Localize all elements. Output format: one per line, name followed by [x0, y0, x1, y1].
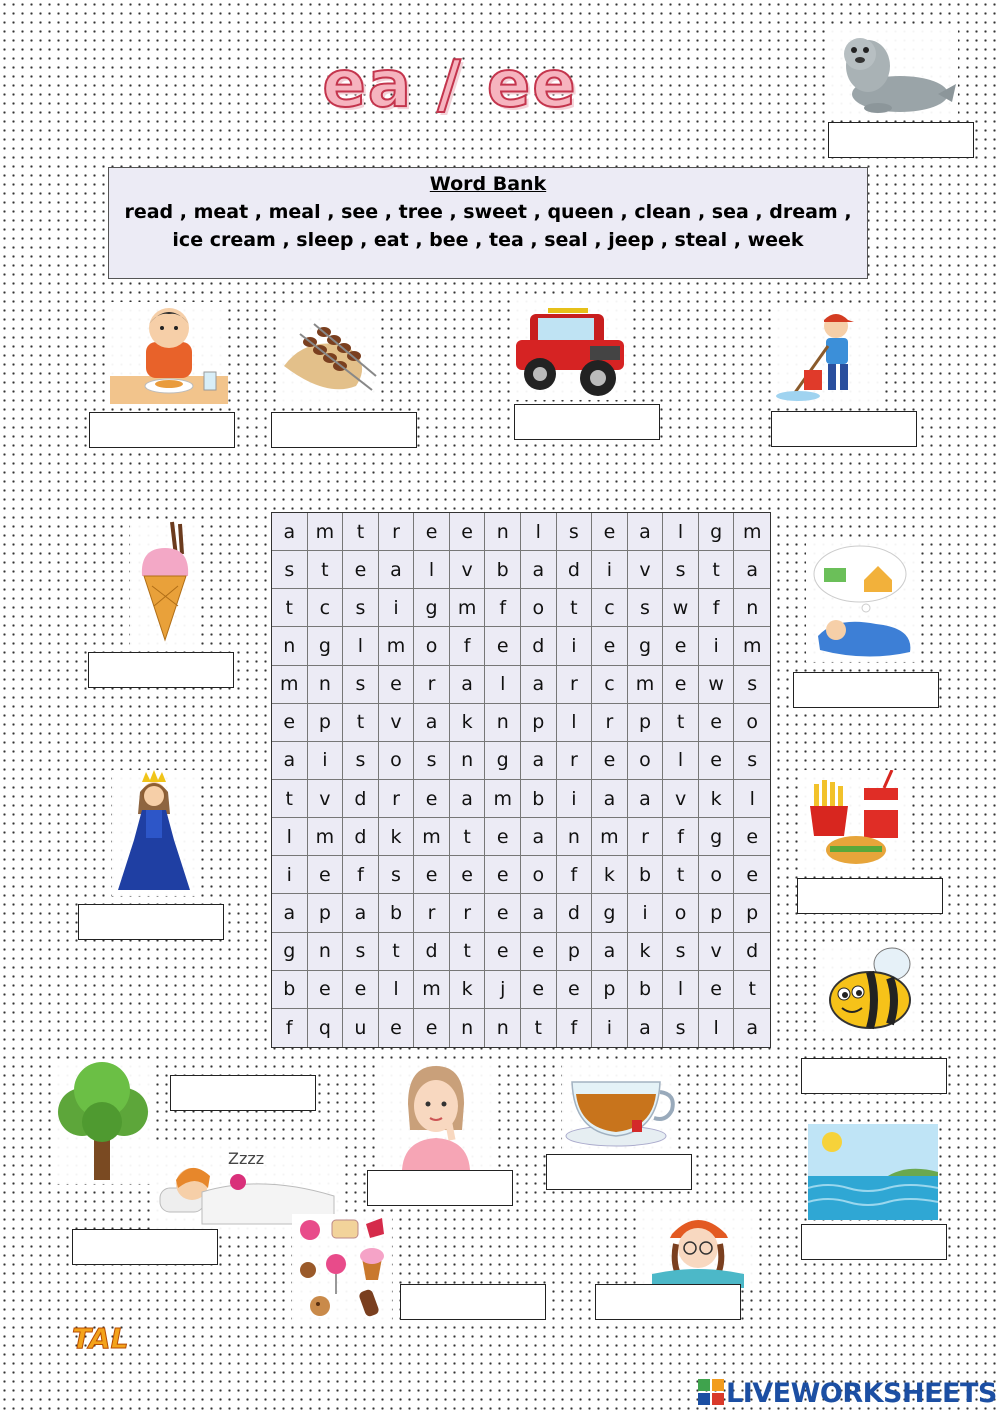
liveworksheets-icon [698, 1379, 724, 1405]
grid-cell[interactable]: o [414, 627, 450, 665]
svg-text:Zzzz: Zzzz [228, 1149, 265, 1168]
grid-cell[interactable]: i [379, 589, 415, 627]
grid-cell[interactable]: t [308, 551, 344, 589]
grid-cell[interactable]: m [485, 780, 521, 818]
grid-cell[interactable]: i [592, 1009, 628, 1047]
grid-cell[interactable]: t [272, 780, 308, 818]
boy-cleaning-icon [774, 308, 884, 404]
grid-cell[interactable]: n [485, 704, 521, 742]
grid-cell[interactable]: t [343, 704, 379, 742]
grid-cell[interactable]: v [450, 551, 486, 589]
grid-cell[interactable]: r [379, 780, 415, 818]
grid-cell[interactable]: q [308, 1009, 344, 1047]
grid-cell[interactable]: m [414, 818, 450, 856]
answer-box-dream[interactable] [793, 672, 939, 708]
grid-cell[interactable]: f [485, 589, 521, 627]
grid-cell[interactable]: e [734, 818, 770, 856]
girl-reading-picture [642, 1208, 754, 1288]
grid-cell[interactable]: t [272, 589, 308, 627]
grid-cell[interactable]: e [414, 513, 450, 551]
answer-box-queen[interactable] [78, 904, 224, 940]
grid-cell[interactable]: g [699, 818, 735, 856]
grid-cell[interactable]: e [485, 856, 521, 894]
queen-icon [112, 770, 196, 896]
grid-cell[interactable]: n [485, 513, 521, 551]
meat-picture [276, 306, 380, 402]
grid-cell[interactable]: e [343, 971, 379, 1009]
grid-cell[interactable]: n [272, 627, 308, 665]
grid-cell[interactable]: t [379, 933, 415, 971]
grid-cell[interactable]: g [592, 894, 628, 932]
ice-cream-icon [130, 520, 200, 646]
grid-cell[interactable]: e [414, 1009, 450, 1047]
grid-cell[interactable]: l [699, 1009, 735, 1047]
grid-cell[interactable]: a [628, 1009, 664, 1047]
grid-cell[interactable]: p [308, 704, 344, 742]
boy-eating-picture [110, 302, 228, 404]
grid-cell[interactable]: c [308, 589, 344, 627]
grid-cell[interactable]: a [592, 933, 628, 971]
grid-cell[interactable]: m [379, 627, 415, 665]
answer-box-eat[interactable] [797, 878, 943, 914]
grid-cell[interactable]: d [557, 894, 593, 932]
grid-cell[interactable]: e [521, 933, 557, 971]
word-bank-line-2: ice cream , sleep , eat , bee , tea , seal , jeep , steal , week [172, 229, 804, 251]
grid-cell[interactable]: r [592, 704, 628, 742]
grid-cell[interactable]: p [628, 704, 664, 742]
grid-cell[interactable]: a [521, 666, 557, 704]
grid-cell[interactable]: e [557, 971, 593, 1009]
grid-cell[interactable]: g [308, 627, 344, 665]
sweets-picture [292, 1214, 392, 1322]
grid-cell[interactable]: e [485, 818, 521, 856]
fast-food-picture [804, 770, 908, 870]
grid-cell[interactable]: r [414, 894, 450, 932]
grid-cell[interactable]: l [485, 666, 521, 704]
grid-cell[interactable]: g [699, 513, 735, 551]
grid-cell[interactable]: f [343, 856, 379, 894]
grid-cell[interactable]: s [734, 666, 770, 704]
answer-box-jeep[interactable] [514, 404, 660, 440]
grid-cell[interactable]: e [485, 933, 521, 971]
grid-cell[interactable]: l [663, 971, 699, 1009]
grid-cell[interactable]: i [308, 742, 344, 780]
grid-cell[interactable]: e [308, 856, 344, 894]
grid-cell[interactable]: r [379, 513, 415, 551]
grid-cell[interactable]: i [628, 894, 664, 932]
ice-cream-picture [130, 520, 200, 646]
grid-cell[interactable]: t [450, 933, 486, 971]
grid-cell[interactable]: p [699, 894, 735, 932]
grid-cell[interactable]: m [450, 589, 486, 627]
grid-cell[interactable]: e [414, 780, 450, 818]
grid-cell[interactable]: a [450, 780, 486, 818]
grid-cell[interactable]: l [343, 627, 379, 665]
girl-reading-icon [642, 1208, 754, 1288]
answer-box-sleep[interactable] [72, 1229, 218, 1265]
liveworksheets-text: LIVEWORKSHEETS [726, 1378, 997, 1409]
grid-cell[interactable]: p [557, 933, 593, 971]
grid-cell[interactable]: m [628, 666, 664, 704]
grid-cell[interactable]: a [521, 742, 557, 780]
grid-cell[interactable]: r [450, 894, 486, 932]
bee-picture [822, 942, 918, 1036]
grid-cell[interactable]: w [663, 589, 699, 627]
grid-cell[interactable]: a [450, 666, 486, 704]
grid-cell[interactable]: e [343, 551, 379, 589]
sea-picture [808, 1124, 938, 1220]
grid-cell[interactable]: o [521, 856, 557, 894]
grid-cell[interactable]: n [308, 666, 344, 704]
grid-cell[interactable]: v [379, 704, 415, 742]
grid-cell[interactable]: m [308, 818, 344, 856]
grid-cell[interactable]: s [557, 513, 593, 551]
grid-cell[interactable]: l [557, 704, 593, 742]
grid-cell[interactable]: e [592, 627, 628, 665]
fast-food-icon [804, 770, 908, 870]
grid-cell[interactable]: r [557, 742, 593, 780]
grid-cell[interactable]: e [734, 856, 770, 894]
grid-cell[interactable]: t [663, 856, 699, 894]
tal-logo: TAL [72, 1322, 129, 1355]
grid-cell[interactable]: s [272, 551, 308, 589]
grid-cell[interactable]: e [699, 971, 735, 1009]
grid-cell[interactable]: p [308, 894, 344, 932]
grid-cell[interactable]: a [592, 780, 628, 818]
tea-cup-icon [562, 1064, 676, 1152]
grid-cell[interactable]: t [557, 589, 593, 627]
seal-picture [828, 24, 958, 120]
grid-cell[interactable]: b [379, 894, 415, 932]
grid-cell[interactable]: n [450, 1009, 486, 1047]
grid-cell[interactable]: c [592, 666, 628, 704]
tea-picture [562, 1064, 676, 1152]
grid-cell[interactable]: n [557, 818, 593, 856]
grid-cell[interactable]: g [272, 933, 308, 971]
grid-cell[interactable]: s [343, 742, 379, 780]
answer-box-clean[interactable] [771, 411, 917, 447]
grid-cell[interactable]: l [663, 742, 699, 780]
woman-seeing-icon [380, 1060, 492, 1170]
grid-cell[interactable]: r [557, 666, 593, 704]
grid-cell[interactable]: t [521, 1009, 557, 1047]
grid-cell[interactable]: a [734, 551, 770, 589]
grid-cell[interactable]: k [699, 780, 735, 818]
grid-cell[interactable]: r [628, 818, 664, 856]
page-title: ea / ee [322, 48, 578, 122]
grid-cell[interactable]: b [628, 856, 664, 894]
grid-cell[interactable]: f [272, 1009, 308, 1047]
grid-cell[interactable]: v [308, 780, 344, 818]
grid-cell[interactable]: a [379, 551, 415, 589]
grid-cell[interactable]: i [557, 780, 593, 818]
grid-cell[interactable]: e [450, 513, 486, 551]
grid-cell[interactable]: p [734, 894, 770, 932]
grid-cell[interactable]: v [663, 780, 699, 818]
grid-cell[interactable]: d [521, 627, 557, 665]
grid-cell[interactable]: f [663, 818, 699, 856]
grid-cell[interactable]: s [379, 856, 415, 894]
grid-cell[interactable]: i [699, 627, 735, 665]
jeep-picture [512, 300, 630, 400]
grid-cell[interactable]: m [272, 666, 308, 704]
grid-cell[interactable]: a [343, 894, 379, 932]
answer-box-sweet[interactable] [400, 1284, 546, 1320]
word-bank [108, 167, 868, 279]
grid-cell[interactable]: a [746, 1016, 759, 1039]
grid-cell[interactable]: g [628, 627, 664, 665]
grid-cell[interactable]: i [557, 627, 593, 665]
grid-cell[interactable]: n [450, 742, 486, 780]
grid-cell[interactable]: c [592, 589, 628, 627]
grid-cell[interactable]: o [663, 894, 699, 932]
grid-cell[interactable]: p [521, 704, 557, 742]
grid-cell[interactable]: i [272, 856, 308, 894]
grid-cell[interactable]: t [343, 513, 379, 551]
grid-cell[interactable]: n [485, 1009, 521, 1047]
grid-cell[interactable]: s [343, 666, 379, 704]
grid-cell[interactable]: d [343, 780, 379, 818]
grid-cell[interactable]: o [734, 704, 770, 742]
grid-cell[interactable]: a [521, 551, 557, 589]
grid-cell[interactable]: s [663, 933, 699, 971]
grid-cell[interactable]: a [272, 894, 308, 932]
grid-cell[interactable]: a [272, 513, 308, 551]
grid-cell[interactable]: s [414, 742, 450, 780]
grid-cell[interactable]: b [485, 551, 521, 589]
grid-cell[interactable]: b [628, 971, 664, 1009]
grid-cell[interactable]: u [343, 1009, 379, 1047]
woman-seeing-picture [380, 1060, 492, 1170]
grid-cell[interactable]: a [272, 742, 308, 780]
meat-skewers-icon [276, 306, 380, 402]
grid-cell[interactable]: t [663, 704, 699, 742]
answer-box-meat[interactable] [271, 412, 417, 448]
grid-cell[interactable]: s [343, 933, 379, 971]
answer-box-meal[interactable] [89, 412, 235, 448]
grid-cell[interactable]: o [521, 589, 557, 627]
grid-cell[interactable]: l [663, 513, 699, 551]
grid-cell[interactable]: d [557, 551, 593, 589]
grid-cell[interactable]: e [379, 666, 415, 704]
grid-cell[interactable]: v [628, 551, 664, 589]
dream-picture [806, 540, 916, 662]
grid-cell[interactable]: k [628, 933, 664, 971]
dream-icon [806, 540, 916, 662]
grid-cell[interactable]: f [699, 589, 735, 627]
grid-cell[interactable]: l [379, 971, 415, 1009]
grid-cell[interactable]: m [308, 513, 344, 551]
grid-cell[interactable]: m [734, 627, 770, 665]
grid-cell[interactable]: a [628, 780, 664, 818]
grid-cell[interactable]: e [308, 971, 344, 1009]
sea-icon [808, 1124, 938, 1220]
grid-cell[interactable]: g [414, 589, 450, 627]
grid-cell[interactable]: p [592, 971, 628, 1009]
grid-cell[interactable]: i [592, 551, 628, 589]
word-search-grid [271, 512, 771, 1048]
answer-box-tree[interactable] [170, 1075, 316, 1111]
tree-picture [52, 1060, 154, 1184]
grid-cell[interactable]: o [628, 742, 664, 780]
answer-box-see[interactable] [367, 1170, 513, 1206]
grid-cell[interactable]: a [521, 818, 557, 856]
grid-cell[interactable]: a [414, 704, 450, 742]
boy-cleaning-picture [774, 308, 884, 404]
grid-cell[interactable]: t [450, 818, 486, 856]
grid-cell[interactable]: f [450, 627, 486, 665]
grid-cell[interactable]: s [628, 589, 664, 627]
grid-cell[interactable]: r [414, 666, 450, 704]
tree-icon [52, 1060, 154, 1184]
grid-cell[interactable]: b [521, 780, 557, 818]
grid-cell[interactable]: e [592, 742, 628, 780]
grid-cell[interactable]: s [343, 589, 379, 627]
grid-cell[interactable]: k [379, 818, 415, 856]
grid-cell[interactable]: f [557, 856, 593, 894]
grid-cell[interactable]: f [557, 1009, 593, 1047]
answer-box-seal[interactable] [828, 122, 974, 158]
grid-cell[interactable]: n [308, 933, 344, 971]
grid-cell[interactable]: g [485, 742, 521, 780]
jeep-icon [512, 300, 630, 400]
grid-cell[interactable]: l [414, 551, 450, 589]
grid-cell[interactable]: v [699, 933, 735, 971]
grid-cell[interactable]: b [272, 971, 308, 1009]
grid-cell[interactable]: a [628, 513, 664, 551]
answer-box-read[interactable] [595, 1284, 741, 1320]
bee-icon [822, 942, 918, 1036]
grid-cell[interactable]: k [450, 704, 486, 742]
grid-cell[interactable]: d [414, 933, 450, 971]
liveworksheets-logo[interactable] [698, 1378, 997, 1409]
queen-picture [112, 770, 196, 896]
grid-cell[interactable]: e [450, 856, 486, 894]
grid-cell[interactable]: j [485, 971, 521, 1009]
grid-cell[interactable]: s [663, 551, 699, 589]
grid-cell[interactable]: l [521, 513, 557, 551]
grid-cell[interactable]: e [485, 894, 521, 932]
grid-cell[interactable]: o [379, 742, 415, 780]
grid-cell[interactable]: e [592, 513, 628, 551]
answer-box-sea[interactable] [801, 1224, 947, 1260]
grid-cell[interactable]: m [734, 513, 770, 551]
grid-cell[interactable]: e [485, 627, 521, 665]
grid-cell[interactable]: d [343, 818, 379, 856]
grid-cell[interactable]: s [734, 742, 770, 780]
grid-cell[interactable]: l [734, 780, 770, 818]
boy-eating-icon [110, 302, 228, 404]
grid-cell[interactable]: t [699, 551, 735, 589]
word-bank-title: Word Bank [429, 173, 547, 195]
grid-cell[interactable]: e [663, 666, 699, 704]
grid-cell[interactable]: k [450, 971, 486, 1009]
seal-icon [828, 24, 958, 120]
grid-cell[interactable]: e [379, 1009, 415, 1047]
word-bank-line-1: read , meat , meal , see , tree , sweet , queen , clean , sea , dream , [124, 201, 852, 223]
grid-cell[interactable]: t [734, 971, 770, 1009]
grid-cell[interactable]: e [663, 627, 699, 665]
answer-box-ice-cream[interactable] [88, 652, 234, 688]
answer-box-tea[interactable] [546, 1154, 692, 1190]
sweets-icon [292, 1214, 392, 1322]
grid-cell[interactable]: l [272, 818, 308, 856]
grid-cell[interactable]: e [272, 704, 308, 742]
grid-cell[interactable]: m [414, 971, 450, 1009]
grid-cell[interactable]: a [521, 894, 557, 932]
grid-cell[interactable]: e [699, 704, 735, 742]
grid-cell[interactable]: o [699, 856, 735, 894]
answer-box-bee[interactable] [801, 1058, 947, 1094]
grid-cell[interactable]: m [592, 818, 628, 856]
grid-cell[interactable]: e [521, 971, 557, 1009]
grid-cell[interactable]: k [592, 856, 628, 894]
grid-cell[interactable]: e [414, 856, 450, 894]
grid-cell[interactable]: e [699, 742, 735, 780]
grid-cell[interactable]: n [734, 589, 770, 627]
grid-cell[interactable]: d [734, 933, 770, 971]
grid-cell[interactable]: s [663, 1009, 699, 1047]
grid-cell[interactable]: w [699, 666, 735, 704]
